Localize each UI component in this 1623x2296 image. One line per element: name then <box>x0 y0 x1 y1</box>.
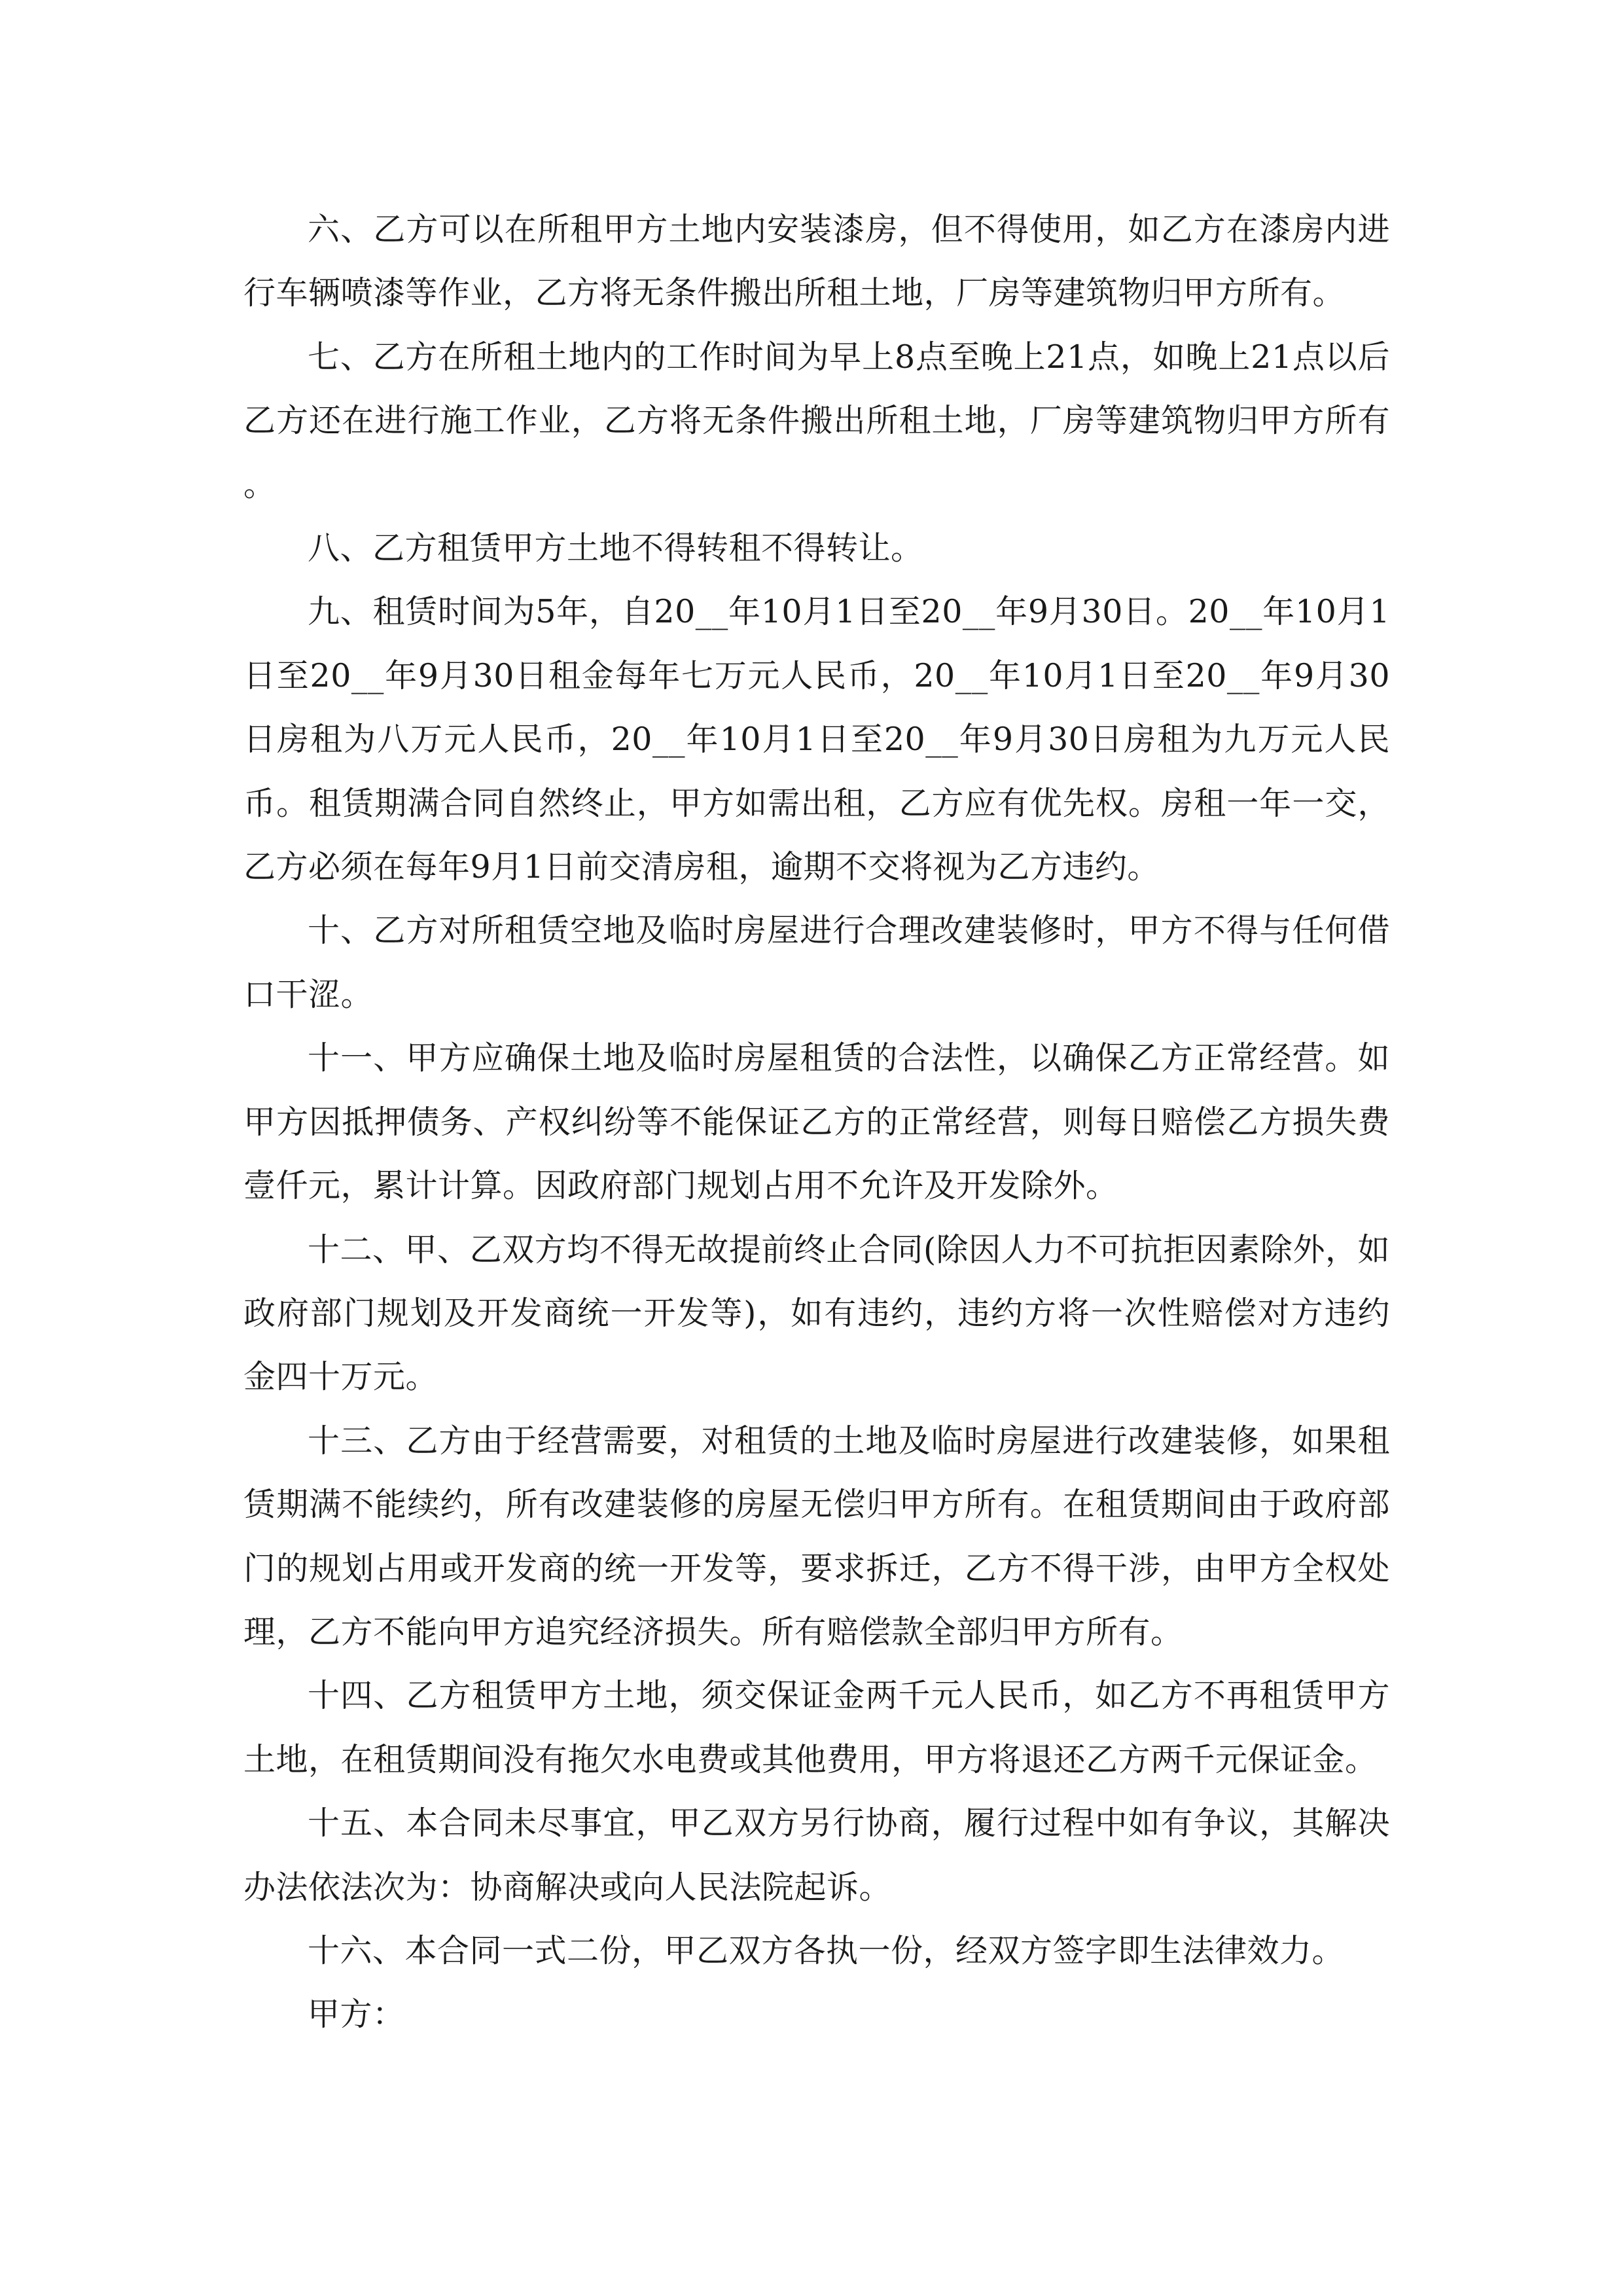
clause-12: 十二、甲、乙双方均不得无故提前终止合同(除因人力不可抗拒因素除外，如政府部门规划及开发商统一开发等)，如有违约，违约方将一次性赔偿对方违约金四十万元。 <box>243 1230 1390 1396</box>
clause-11: 十一、甲方应确保土地及临时房屋租赁的合法性，以确保乙方正常经营。如甲方因抵押债务、产权纠纷等不能保证乙方的正常经营，则每日赔偿乙方损失费壹仟元，累计计算。因政府部门规划占用不允许及开发除外。 <box>243 1039 1390 1205</box>
clause-16: 十六、本合同一式二份，甲乙双方各执一份，经双方签字即生法律效力。 <box>308 1931 1345 1969</box>
clause-6: 六、乙方可以在所租甲方土地内安装漆房，但不得使用，如乙方在漆房内进行车辆喷漆等作业，乙方将无条件搬出所租土地，厂房等建筑物归甲方所有。 <box>243 211 1390 312</box>
clause-15: 十五、本合同未尽事宜，甲乙双方另行协商，履行过程中如有争议，其解决办法依法次为：协商解决或向人民法院起诉。 <box>243 1804 1390 1906</box>
document-body <box>243 198 1390 2047</box>
clause-14: 十四、乙方租赁甲方土地，须交保证金两千元人民币，如乙方不再租赁甲方土地，在租赁期间没有拖欠水电费或其他费用，甲方将退还乙方两千元保证金。 <box>243 1677 1390 1778</box>
clause-9: 九、租赁时间为5年，自20__年10月1日至20__年9月30日。20__年10月1日至20__年9月30日租金每年七万元人民币，20__年10月1日至20__年9月30日房租为八万元人民币，20__年10月1日至20__年9月30日房租为九万元人民币。租赁期满合同自然终止，甲方如需出租，乙方应有优先权。房租一年一交，乙方必须在每年9月1日前交清房租，逾期不交将视为乙方违约。 <box>243 593 1390 886</box>
clause-10: 十、乙方对所租赁空地及临时房屋进行合理改建装修时，甲方不得与任何借口干涩。 <box>243 912 1390 1013</box>
clause-7: 七、乙方在所租土地内的工作时间为早上8点至晚上21点，如晚上21点以后乙方还在进行施工作业，乙方将无条件搬出所租土地，厂房等建筑物归甲方所有。 <box>243 338 1390 503</box>
clause-8: 八、乙方租赁甲方土地不得转租不得转让。 <box>308 529 923 567</box>
party-a-signature-label: 甲方： <box>308 1996 405 2034</box>
clause-13: 十三、乙方由于经营需要，对租赁的土地及临时房屋进行改建装修，如果租赁期满不能续约，所有改建装修的房屋无偿归甲方所有。在租赁期间由于政府部门的规划占用或开发商的统一开发等，要求拆迁，乙方不得干涉，由甲方全权处理，乙方不能向甲方追究经济损失。所有赔偿款全部归甲方所有。 <box>243 1422 1390 1651</box>
